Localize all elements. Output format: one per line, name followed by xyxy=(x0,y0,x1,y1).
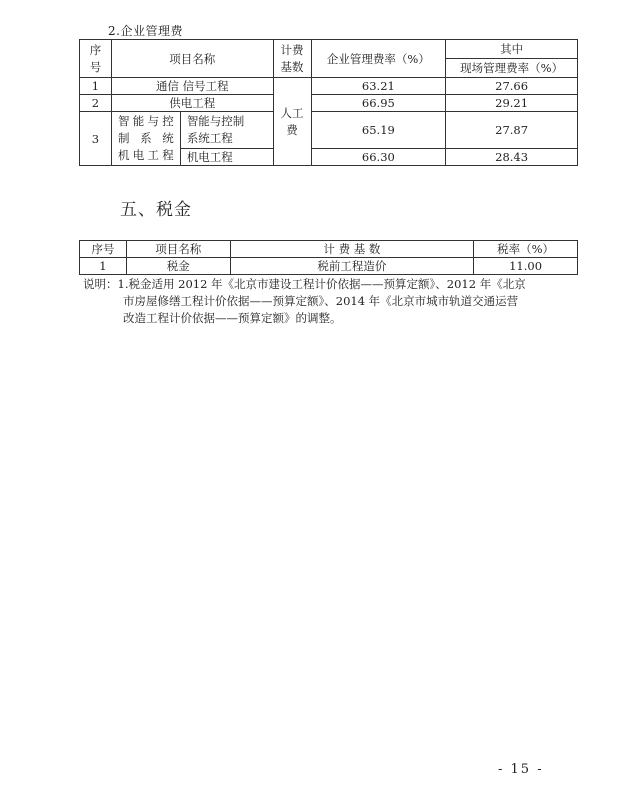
note-line: 说明：1.税金适用 2012 年《北京市建设工程计价依据——预算定额》、2012 年《北京 xyxy=(83,277,526,291)
table-row xyxy=(80,95,578,112)
tax-table xyxy=(79,240,578,275)
row-name: 通信 信号工程 xyxy=(111,78,273,95)
header-name: 项目名称 xyxy=(111,40,273,78)
header-seq: 序号 xyxy=(80,241,127,258)
row-site-rate: 28.43 xyxy=(446,149,578,166)
table-row xyxy=(80,78,578,95)
note-line: 市房屋修缮工程计价依据——预算定额》、2014 年《北京市城市轨道交通运营 xyxy=(123,294,519,308)
header-seq: 序 号 xyxy=(80,40,112,78)
table-row xyxy=(80,258,578,275)
row-name: 供电工程 xyxy=(111,95,273,112)
row-rate: 11.00 xyxy=(474,258,578,275)
row-rate: 66.30 xyxy=(311,149,446,166)
row-seq: 3 xyxy=(80,112,112,166)
row-group-name: 智能与控 制 系 统 机电工程 xyxy=(111,112,180,166)
row-seq: 1 xyxy=(80,78,112,95)
table-row xyxy=(80,112,578,149)
note xyxy=(83,276,578,327)
row-rate: 65.19 xyxy=(311,112,446,149)
section-2-title: 2.企业管理费 xyxy=(108,24,183,38)
row-site-rate: 29.21 xyxy=(446,95,578,112)
base-cell: 人工 费 xyxy=(273,78,311,166)
row-site-rate: 27.66 xyxy=(446,78,578,95)
header-base: 计费 基数 xyxy=(273,40,311,78)
row-rate: 63.21 xyxy=(311,78,446,95)
header-name: 项目名称 xyxy=(126,241,230,258)
header-rate: 企业管理费率（%） xyxy=(311,40,446,78)
row-site-rate: 27.87 xyxy=(446,112,578,149)
page-number: - 15 - xyxy=(498,762,544,777)
header-base: 计 费 基 数 xyxy=(230,241,473,258)
row-name: 税金 xyxy=(126,258,230,275)
header-rate: 税率（%） xyxy=(474,241,578,258)
header-site-rate: 现场管理费率（%） xyxy=(446,59,578,78)
row-seq: 1 xyxy=(80,258,127,275)
note-line: 改造工程计价依据——预算定额》的调整。 xyxy=(123,311,342,325)
row-sub-name: 智能与控制 系统工程 xyxy=(180,112,273,149)
row-sub-name: 机电工程 xyxy=(180,149,273,166)
management-fee-table xyxy=(79,39,578,166)
row-base: 税前工程造价 xyxy=(230,258,473,275)
row-rate: 66.95 xyxy=(311,95,446,112)
row-seq: 2 xyxy=(80,95,112,112)
section-5-title: 五、税金 xyxy=(120,200,192,220)
header-among: 其中 xyxy=(446,40,578,59)
